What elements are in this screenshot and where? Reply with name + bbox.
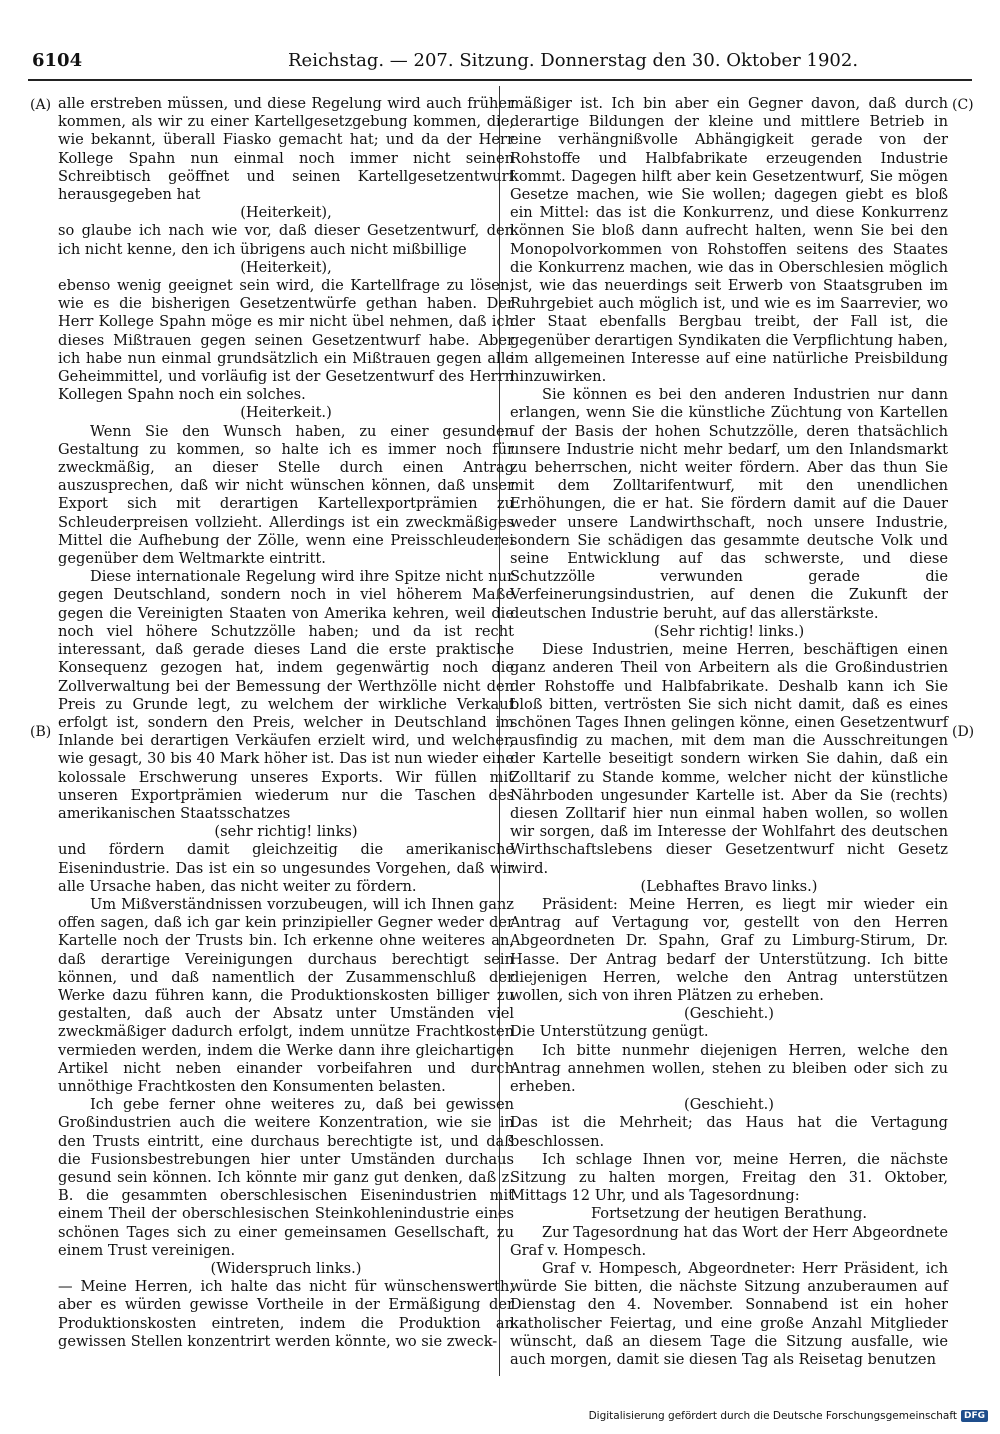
paragraph: Ich gebe ferner ohne weiteres zu, daß bei gewissen Großindustrien auch die weitere Konzentration, wie sie in den Trusts eintritt, eine durchaus berechtigte ist, und daß die Fusionsbestrebungen hier unter Umständen durchaus gesund sein können. Ich könnte mir ganz gut denken, daß z. B. die gesammten oberschlesischen Eisenindustrien mit einem Theil der oberschlesischen Steinkohlenindustrie eines schönen Tages sich zu einer gemeinsamen Gesellschaft, zu einem Trust vereinigen. [58, 1096, 514, 1259]
paragraph: Sie können es bei den anderen Industrien nur dann erlangen, wenn Sie die künstliche Züchtung von Kartellen auf der Basis der hohen Schutzzölle, deren thatsächlich unsere Industrie nicht mehr bedarf, um den Inlandsmarkt zu beherrschen, nicht weiter fördern. Aber das thun Sie mit dem Zolltarifentwurf, mit den unendlichen Erhöhungen, die er hat. Sie fördern damit auf die Dauer weder unsere Landwirthschaft, noch unsere Industrie, sondern Sie schädigen das gesammte deutsche Volk und seine Entwicklung auf das schwerste, und diese Schutzzölle verwunden gerade die Verfeinerungsindustrien, auf denen die Zukunft der deutschen Industrie beruht, auf das allerstärkste. [510, 386, 948, 622]
interjection: (sehr richtig! links) [214, 823, 358, 841]
paragraph: Um Mißverständnissen vorzubeugen, will ich Ihnen ganz offen sagen, daß ich gar kein prinzipieller Gegner weder der Kartelle noch der Trusts bin. Ich erkenne ohne weiteres an, daß derartige Vereinigungen durchaus berechtigt sein können, und daß namentlich der Zusammenschluß der Werke dazu führen kann, die Produktionskosten billiger zu gestalten, daß auch der Absatz unter Umständen viel zweckmäßiger dadurch erfolgt, indem unnütze Frachtkosten vermieden werden, indem die Werke dann ihre gleichartigen Artikel nicht neben einander vorbeifahren und durch unnöthige Frachtkosten den Konsumenten belasten. [58, 895, 514, 1095]
paragraph: Diese internationale Regelung wird ihre Spitze nicht nur gegen Deutschland, sondern noch in viel höherem Maße gegen die Vereinigten Staaten von Amerika kehren, weil die noch viel höhere Schutzzölle haben; und da ist recht interessant, daß gerade dieses Land die erste praktische Konsequenz gezogen hat, indem gegenwärtig noch die Zollverwaltung bei der Bemessung der Werthzölle nicht den Preis zu Grunde legt, zu welchem der wirkliche Verkauf erfolgt ist, sondern den Preis, welcher in Deutschland im Inlande bei derartigen Verkäufen erzielt wird, und welcher, wie gesagt, 30 bis 40 Mark höher ist. Das ist nun wieder eine kolossale Erschwerung unseres Exports. Wir füllen mit unseren Exportprämien wiederum nur die Taschen des amerikanischen Staatsschatzes [58, 568, 514, 822]
interjection: (Widerspruch links.) [210, 1260, 362, 1277]
page-number: 6104 [32, 50, 83, 71]
paragraph: — Meine Herren, ich halte das nicht für wünschenswerth, aber es würden gewisse Vortheile in der Ermäßigung der Produktionskosten eintreten, indem die Produktion an gewissen Stellen konzentrirt werden könnte, wo sie zweck- [58, 1278, 514, 1350]
page-header [28, 50, 972, 76]
paragraph: und fördern damit gleichzeitig die amerikanische Eisenindustrie. Das ist ein so ungesundes Vorgehen, daß wir alle Ursache haben, das nicht weiter zu fördern. [58, 841, 514, 895]
interjection: (Geschieht.) [684, 1096, 774, 1114]
left-column [58, 95, 514, 1351]
paragraph: Ich schlage Ihnen vor, meine Herren, die nächste Sitzung zu halten morgen, Freitag den 31. Oktober, Mittags 12 Uhr, und als Tagesordnung: [510, 1150, 948, 1205]
president-speech: Präsident: Meine Herren, es liegt mir wieder ein Antrag auf Vertagung vor, gestellt von den Herren Abgeordneten Dr. Spahn, Graf zu Limburg-Stirum, Dr. Hasse. Der Antrag bedarf der Unterstützung. Ich bitte diejenigen Herren, welche den Antrag unterstützen wollen, sich von ihren Plätzen zu erheben. [510, 895, 948, 1004]
header-rule [28, 79, 972, 81]
margin-marker-b: (B) [30, 724, 52, 740]
interjection: (Geschieht.) [684, 1005, 774, 1023]
interjection: (Sehr richtig! links.) [653, 622, 805, 640]
dfg-logo: DFG [961, 1410, 988, 1422]
interjection: (Lebhaftes Bravo links.) [640, 877, 818, 895]
footer-text: Digitalisierung gefördert durch die Deutsche Forschungsgemeinschaft [588, 1410, 957, 1422]
paragraph: Diese Industrien, meine Herren, beschäftigen einen ganz anderen Theil von Arbeitern als die Großindustrien der Rohstoffe und Halbfabrikate. Deshalb kann ich Sie bloß bitten, vertrösten Sie sich nicht damit, daß es eines schönen Tages Ihnen gelingen könne, einen Gesetzentwurf ausfindig zu machen, mit dem man die Ausschreitungen der Kartelle beseitigt sondern wirken Sie dahin, daß ein Zolltarif zu Stande komme, welcher nicht der künstliche Nährboden ungesunder Kartelle ist. Aber da Sie (rechts) diesen Zolltarif hier nun einmal haben wollen, so wollen wir sorgen, daß im Interesse der Wohlfahrt des deutschen Wirthschaftslebens dieser Gesetzentwurf nicht Gesetz wird. [510, 641, 948, 877]
speaker-speech: Graf v. Hompesch, Abgeordneter: Herr Präsident, ich würde Sie bitten, die nächste Sitzung anzuberaumen auf Dienstag den 4. November. Sonnabend ist ein hoher katholischer Feiertag, und eine große Anzahl Mitglieder wünscht, daß an diesem Tage die Sitzung ausfalle, wie auch morgen, damit sie diesen Tag als Reisetag benutzen [510, 1260, 948, 1369]
paragraph: so glaube ich nach wie vor, daß dieser Gesetzentwurf, den ich nicht kenne, den ich übrigens auch nicht mißbillige [58, 222, 514, 258]
interjection: (Heiterkeit.) [240, 404, 332, 422]
paragraph: alle erstreben müssen, und diese Regelung wird auch früher kommen, als wir zu einer Kartellgesetzgebung kommen, die, wie bekannt, überall Fiasko gemacht hat; und da der Herr Kollege Spahn nun einmal noch immer nicht seinen Schreibtisch geöffnet und seinen Kartellgesetzentwurf herausgegeben hat [58, 95, 514, 204]
right-column [510, 95, 948, 1369]
margin-marker-c: (C) [952, 97, 974, 113]
paragraph: Die Unterstützung genügt. [510, 1023, 709, 1041]
paragraph: ebenso wenig geeignet sein wird, die Kartellfrage zu lösen, wie es die bisherigen Gesetzentwürfe gethan haben. Der Herr Kollege Spahn möge es mir nicht übel nehmen, daß ich dieses Mißtrauen gegen seinen Gesetzentwurf habe. Aber ich habe nun einmal grundsätzlich ein Mißtrauen gegen alle Geheimmittel, und vorläufig ist der Gesetzentwurf des Herrn Kollegen Spahn noch ein solches. [58, 277, 514, 404]
header-title: Reichstag. — 207. Sitzung. Donnerstag den 30. Oktober 1902. [288, 50, 859, 71]
margin-marker-d: (D) [952, 724, 975, 740]
interjection: (Heiterkeit), [240, 204, 332, 222]
interjection: (Heiterkeit), [240, 258, 332, 276]
paragraph: Wenn Sie den Wunsch haben, zu einer gesunden Gestaltung zu kommen, so halte ich es immer noch für zweckmäßig, an dieser Stelle durch einen Antrag auszusprechen, daß wir nicht wünschen können, daß unser Export sich mit derartigen Kartellexportprämien zu Schleuderpreisen vollzieht. Allerdings ist ein zweckmäßiges Mittel die Aufhebung der Zölle, wenn eine Preisschleuderei gegenüber dem Weltmarkte eintritt. [58, 422, 514, 568]
margin-marker-a: (A) [30, 97, 52, 113]
digitization-credit [589, 1410, 988, 1422]
paragraph: mäßiger ist. Ich bin aber ein Gegner davon, daß durch derartige Bildungen der kleine und mittlere Betrieb in eine verhängnißvolle Abhängigkeit gerade von der Rohstoffe und Halbfabrikate erzeugenden Industrie kommt. Dagegen hilft aber kein Gesetzentwurf, Sie mögen Gesetze machen, wie Sie wollen; dagegen giebt es bloß ein Mittel: das ist die Konkurrenz, und diese Konkurrenz können Sie bloß dann aufrecht halten, wenn Sie bei den Monopolvorkommen von Rohstoffen seitens des Staates die Konkurrenz machen, wie das in Oberschlesien möglich ist, wie das neuerdings seit Erwerb von Staatsgruben im Ruhrgebiet auch möglich ist, und wie es im Saarrevier, wo der Staat ebenfalls Bergbau treibt, der Fall ist, die gegenüber derartigen Syndikaten die Verpflichtung haben, im allgemeinen Interesse auf eine natürliche Preisbildung hinzuwirken. [510, 95, 948, 386]
paragraph: Das ist die Mehrheit; das Haus hat die Vertagung beschlossen. [510, 1114, 948, 1150]
paragraph: Ich bitte nunmehr diejenigen Herren, welche den Antrag annehmen wollen, stehen zu bleiben oder sich zu erheben. [510, 1041, 948, 1095]
agenda-item: Fortsetzung der heutigen Berathung. [590, 1205, 868, 1223]
paragraph: Zur Tagesordnung hat das Wort der Herr Abgeordnete Graf v. Hompesch. [510, 1223, 948, 1259]
